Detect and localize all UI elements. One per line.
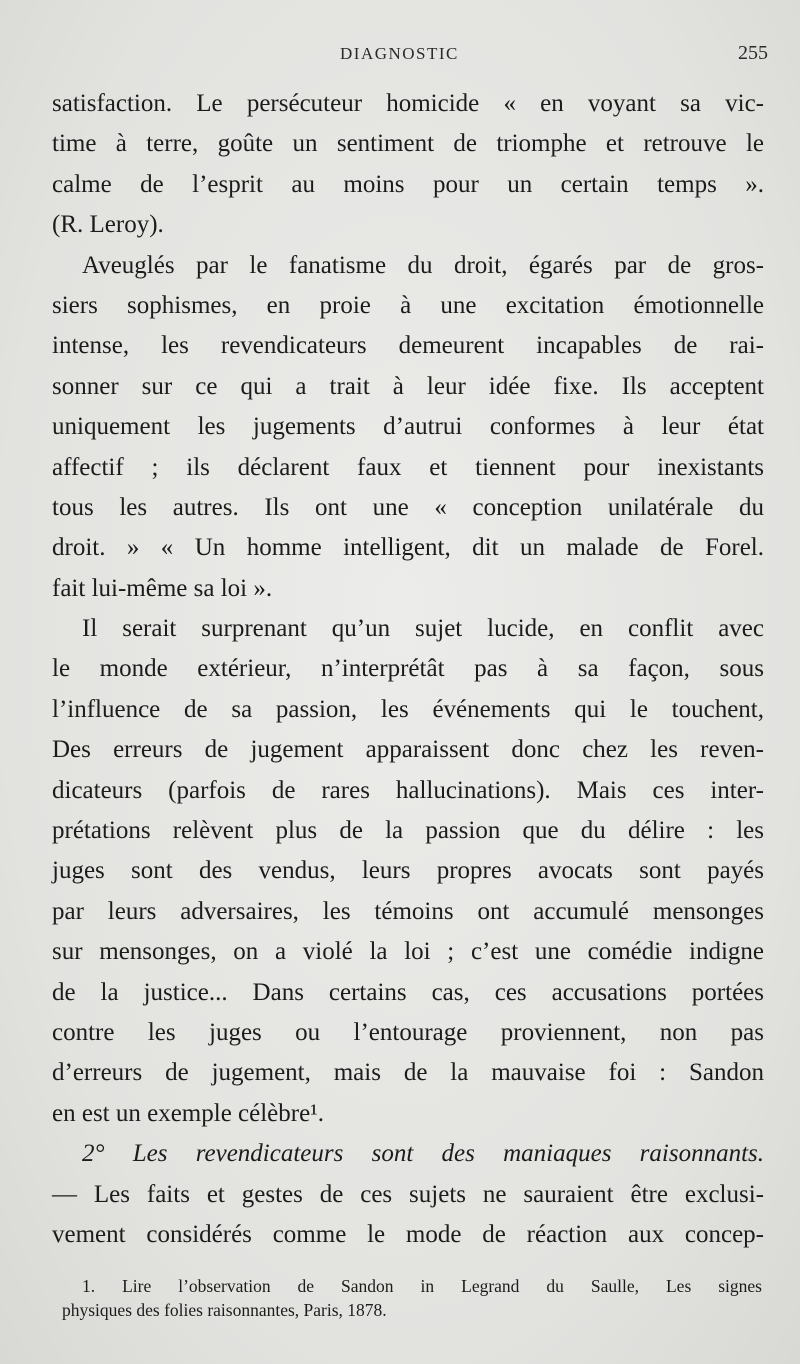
- text-line: Des erreurs de jugement apparaissent donc chez les reven-: [52, 736, 764, 764]
- text-line: vement considérés comme le mode de réaction aux concep-: [52, 1220, 764, 1248]
- text-line: Il serait surprenant qu’un sujet lucide, en conflit avec: [82, 615, 764, 643]
- body-text: [52, 84, 764, 1255]
- text-line: — Les faits et gestes de ces sujets ne sauraient être exclusi-: [52, 1180, 764, 1208]
- text-line: Aveuglés par le fanatisme du droit, égarés par de gros-: [82, 251, 764, 279]
- text-line: dicateurs (parfois de rares hallucinations). Mais ces inter-: [52, 776, 764, 804]
- text-line: (R. Leroy).: [52, 211, 164, 239]
- section-heading-line: 2° Les revendicateurs sont des maniaques raisonnants.: [82, 1140, 764, 1168]
- text-line: par leurs adversaires, les témoins ont accumulé mensonges: [52, 897, 764, 925]
- text-line: fait lui-même sa loi ».: [52, 574, 273, 602]
- text-line: d’erreurs de jugement, mais de la mauvaise foi : Sandon: [52, 1059, 764, 1087]
- page-number: 255: [738, 42, 768, 64]
- text-line: satisfaction. Le persécuteur homicide « en voyant sa vic-: [52, 90, 764, 117]
- footnote: [62, 1274, 762, 1322]
- text-line: sur mensonges, on a violé la loi ; c’est une comédie indigne: [52, 938, 764, 966]
- text-line: en est un exemple célèbre¹.: [52, 1099, 324, 1127]
- text-line: sonner sur ce qui a trait à leur idée fixe. Ils acceptent: [52, 372, 764, 400]
- text-line: affectif ; ils déclarent faux et tiennent pour inexistants: [52, 453, 764, 481]
- footnote-line: physiques des folies raisonnantes, Paris, 1878.: [62, 1300, 387, 1320]
- text-line: le monde extérieur, n’interprétât pas à sa façon, sous: [52, 655, 764, 683]
- text-line: tous les autres. Ils ont une « conception unilatérale du: [52, 493, 764, 521]
- text-line: intense, les revendicateurs demeurent incapables de rai-: [52, 332, 764, 360]
- running-title: DIAGNOSTIC: [340, 44, 459, 63]
- text-line: droit. » « Un homme intelligent, dit un malade de Forel.: [52, 534, 764, 562]
- text-line: calme de l’esprit au moins pour un certain temps ».: [52, 170, 764, 198]
- text-line: prétations relèvent plus de la passion que du délire : les: [52, 817, 764, 845]
- text-line: juges sont des vendus, leurs propres avocats sont payés: [52, 857, 764, 885]
- text-line: de la justice... Dans certains cas, ces accusations portées: [52, 978, 764, 1006]
- text-line: uniquement les jugements d’autrui conformes à leur état: [52, 413, 764, 441]
- running-head: [0, 44, 800, 68]
- text-line: time à terre, goûte un sentiment de triomphe et retrouve le: [52, 130, 764, 158]
- text-line: contre les juges ou l’entourage proviennent, non pas: [52, 1018, 764, 1046]
- footnote-line: 1. Lire l’observation de Sandon in Legrand du Saulle, Les signes: [82, 1276, 762, 1296]
- text-line: l’influence de sa passion, les événements qui le touchent,: [52, 695, 764, 723]
- text-line: siers sophismes, en proie à une excitation émotionnelle: [52, 291, 764, 319]
